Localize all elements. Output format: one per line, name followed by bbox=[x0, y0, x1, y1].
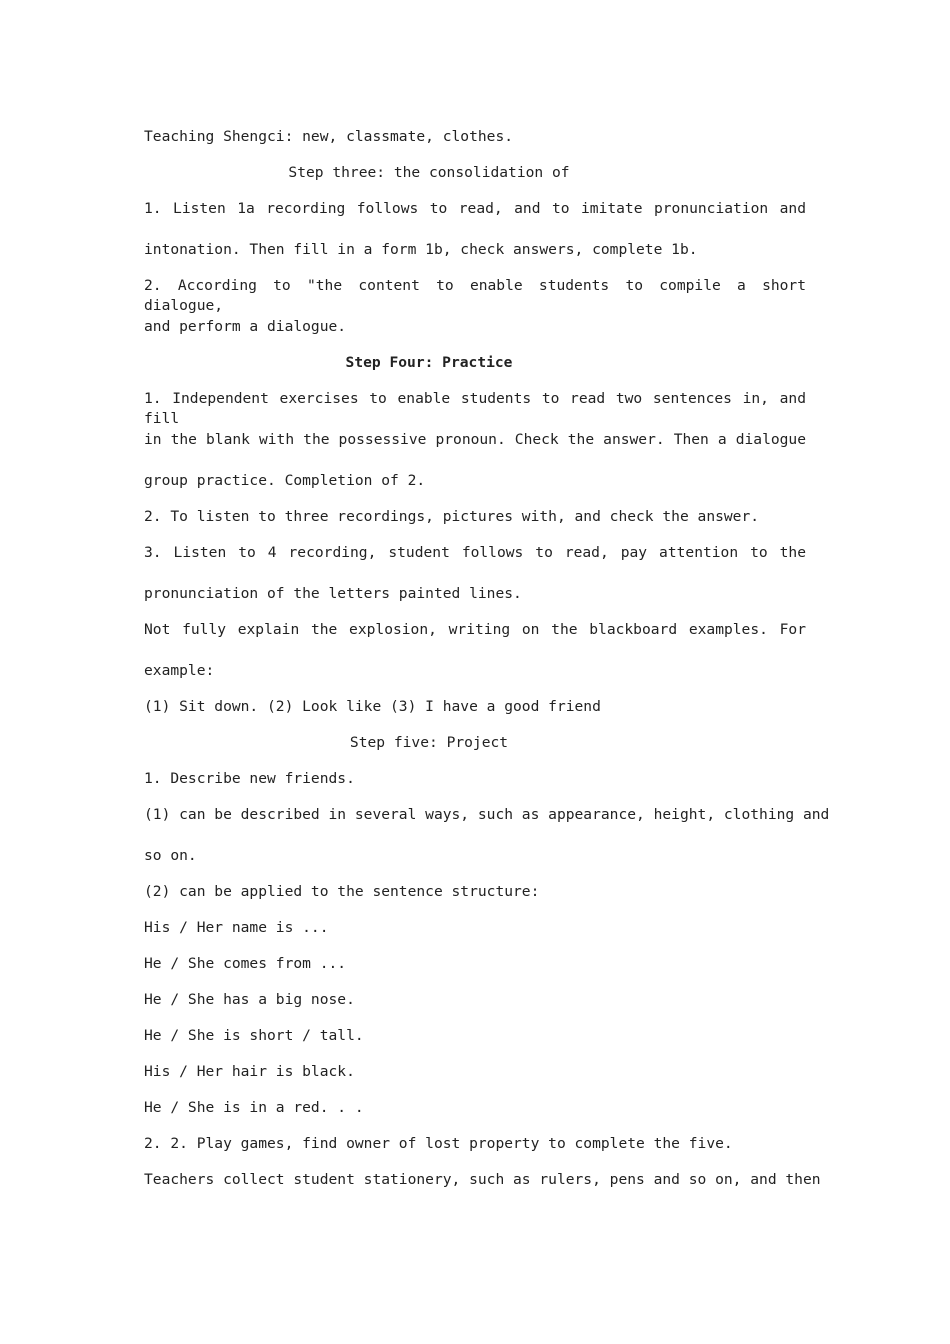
text-line: 2. According to "the content to enable students to compile a short dialogue, bbox=[144, 277, 806, 314]
text-line: intonation. Then fill in a form 1b, check answers, complete 1b. bbox=[144, 241, 698, 258]
text-line: His / Her hair is black. bbox=[144, 1063, 355, 1080]
text-line: 1. Listen 1a recording follows to read, and to imitate pronunciation and bbox=[144, 200, 806, 217]
text-line: He / She is short / tall. bbox=[144, 1027, 364, 1044]
text-line: 3. Listen to 4 recording, student follows to read, pay attention to the bbox=[144, 544, 806, 561]
text-line: 1. Describe new friends. bbox=[144, 770, 355, 787]
text-line: Not fully explain the explosion, writing on the blackboard examples. For bbox=[144, 621, 806, 638]
heading-step-five: Step five: Project bbox=[349, 734, 509, 751]
text-line: and perform a dialogue. bbox=[144, 318, 347, 335]
text-line: He / She has a big nose. bbox=[144, 991, 355, 1008]
text-line: example: bbox=[144, 662, 215, 679]
text-line: so on. bbox=[144, 847, 197, 864]
text-line: Teachers collect student stationery, such as rulers, pens and so on, and then bbox=[144, 1171, 821, 1188]
text-line: 2. To listen to three recordings, pictures with, and check the answer. bbox=[144, 508, 760, 525]
text-line: His / Her name is ... bbox=[144, 919, 329, 936]
text-line-shengci: Teaching Shengci: new, classmate, clothes. bbox=[144, 128, 514, 145]
text-line: He / She is in a red. . . bbox=[144, 1099, 364, 1116]
text-line: (1) Sit down. (2) Look like (3) I have a good friend bbox=[144, 698, 601, 715]
text-line: in the blank with the possessive pronoun. Check the answer. Then a dialogue bbox=[144, 431, 806, 448]
text-line: He / She comes from ... bbox=[144, 955, 347, 972]
text-line: (1) can be described in several ways, such as appearance, height, clothing and bbox=[144, 806, 830, 823]
text-line: group practice. Completion of 2. bbox=[144, 472, 426, 489]
text-line: 1. Independent exercises to enable students to read two sentences in, and fill bbox=[144, 390, 806, 427]
text-line: 2. 2. Play games, find owner of lost property to complete the five. bbox=[144, 1135, 733, 1152]
heading-step-three: Step three: the consolidation of bbox=[288, 164, 570, 181]
text-line: (2) can be applied to the sentence structure: bbox=[144, 883, 540, 900]
heading-step-four: Step Four: Practice bbox=[345, 354, 513, 371]
text-line: pronunciation of the letters painted lines. bbox=[144, 585, 522, 602]
